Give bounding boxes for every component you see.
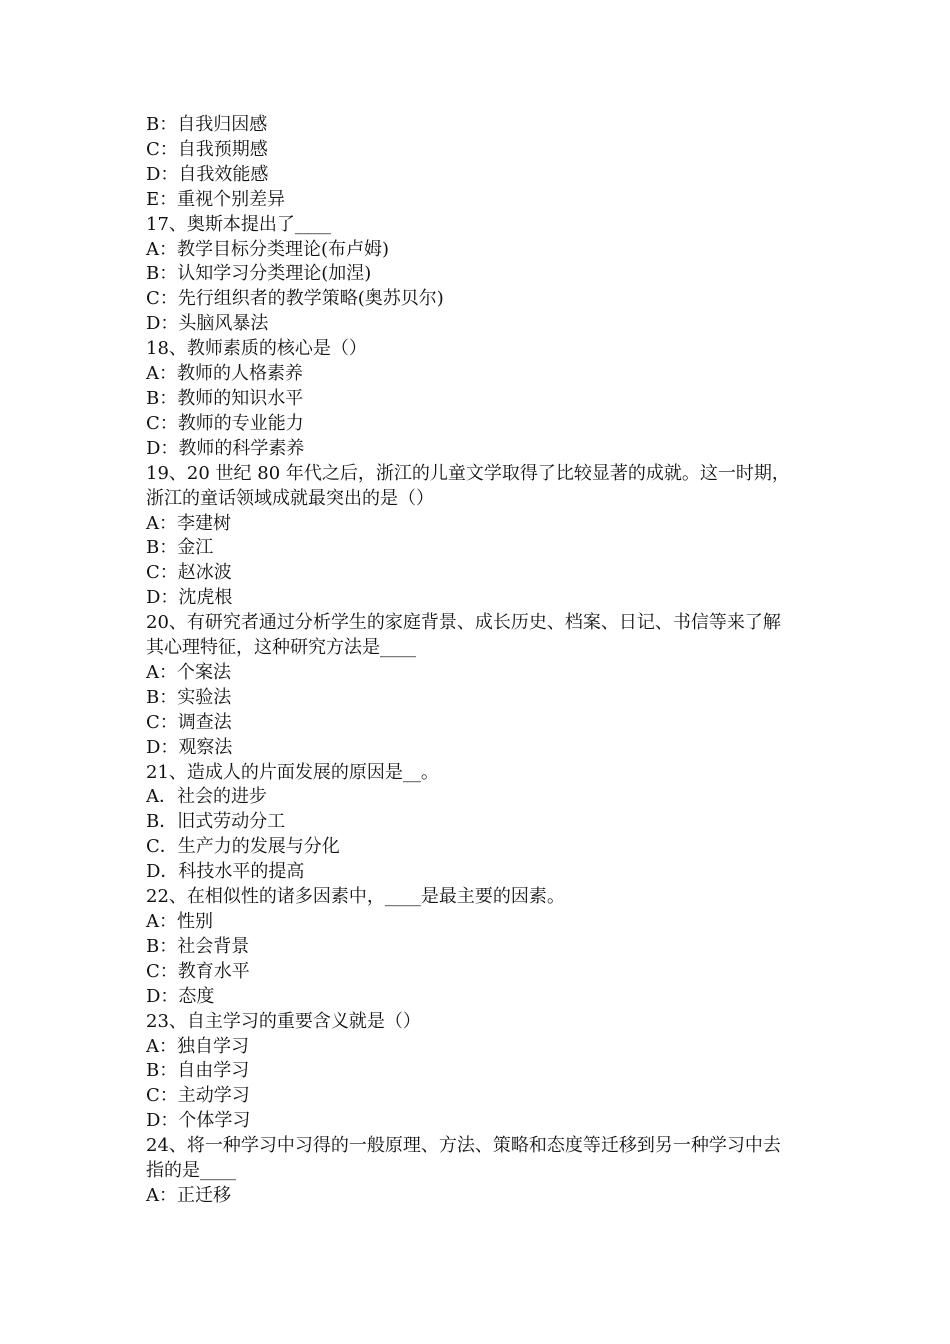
document-page	[146, 113, 818, 1209]
option-line: B：金江	[146, 537, 214, 559]
option-line: C：赵冰波	[146, 562, 232, 584]
option-line: C：教师的专业能力	[146, 412, 304, 434]
option-line: A：独自学习	[146, 1035, 249, 1057]
option-line: A：性别	[146, 911, 213, 932]
option-line: C：教育水平	[146, 960, 250, 982]
option-line: B：自由学习	[146, 1060, 250, 1082]
option-line: A：李建树	[146, 512, 231, 534]
question-20-line-2: 其心理特征，这种研究方法是____	[146, 637, 416, 659]
option-line: B：教师的知识水平	[146, 387, 304, 409]
question-18: 18、教师素质的核心是（）	[146, 338, 367, 360]
option-line: D：头脑风暴法	[146, 313, 269, 335]
option-line: C：主动学习	[146, 1085, 250, 1107]
option-line: A：教学目标分类理论(布卢姆)	[146, 238, 390, 260]
question-19-line-1: 19、20 世纪 80 年代之后，浙江的儿童文学取得了比较显著的成就。这一时期，	[146, 462, 790, 484]
option-line: B：认知学习分类理论(加涅)	[146, 263, 372, 285]
option-line: E：重视个别差异	[146, 188, 286, 210]
option-line: B：实验法	[146, 686, 232, 708]
option-line: B：自我归因感	[146, 114, 268, 135]
question-22: 22、在相似性的诸多因素中，____是最主要的因素。	[146, 886, 565, 908]
option-line: C：自我预期感	[146, 138, 268, 160]
question-19-line-2: 浙江的童话领域成就最突出的是（）	[146, 487, 434, 509]
question-24-line-1: 24、将一种学习中习得的一般原理、方法、策略和态度等迁移到另一种学习中去	[146, 1135, 781, 1157]
option-line: A．社会的进步	[146, 786, 267, 808]
question-24-line-2: 指的是____	[146, 1160, 236, 1182]
question-21: 21、造成人的片面发展的原因是__。	[146, 761, 439, 783]
option-line: A：正迁移	[146, 1184, 231, 1206]
option-line: D．科技水平的提高	[146, 861, 305, 883]
option-line: A：教师的人格素养	[146, 363, 303, 385]
option-line: A：个案法	[146, 661, 231, 683]
option-line: C：调查法	[146, 711, 232, 733]
option-line: B：社会背景	[146, 935, 250, 957]
option-line: C：先行组织者的教学策略(奥苏贝尔)	[146, 288, 444, 310]
question-20-line-1: 20、有研究者通过分析学生的家庭背景、成长历史、档案、日记、书信等来了解	[146, 612, 781, 634]
option-line: D：教师的科学素养	[146, 437, 305, 459]
option-line: D：个体学习	[146, 1110, 251, 1132]
question-17: 17、奥斯本提出了____	[146, 213, 331, 235]
option-line: D：沈虎根	[146, 587, 233, 609]
option-line: C．生产力的发展与分化	[146, 836, 340, 858]
option-line: D：自我效能感	[146, 163, 269, 185]
option-line: D：态度	[146, 985, 215, 1007]
question-23: 23、自主学习的重要含义就是（）	[146, 1010, 421, 1032]
option-line: B．旧式劳动分工	[146, 811, 286, 833]
option-line: D：观察法	[146, 736, 233, 758]
